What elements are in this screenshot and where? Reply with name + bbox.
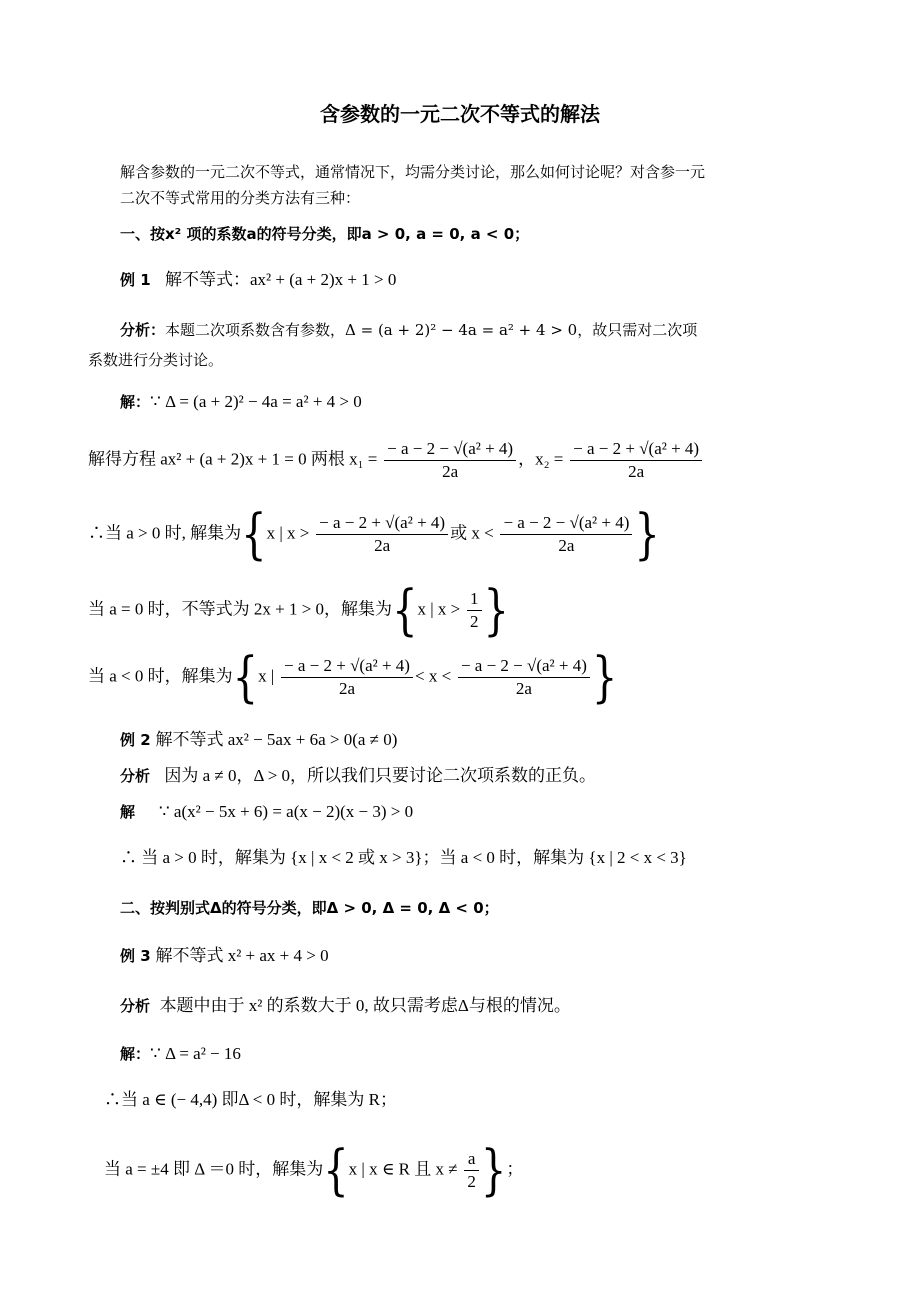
example-3-label: 例 3	[120, 947, 151, 965]
example-3-analysis	[120, 994, 571, 1018]
example-3-problem	[120, 944, 329, 968]
case-pos-fraction-1	[316, 512, 448, 557]
example-1-problem	[120, 268, 396, 292]
example-2-conclusion	[120, 846, 687, 870]
example-1-analysis	[120, 318, 697, 342]
example-3-case-1	[104, 1088, 397, 1112]
case-2-prefix: 当 a = ±4 即 Δ ＝0 时，解集为	[104, 1159, 324, 1179]
case-pos-num-2: − a − 2 − √(a² + 4)	[500, 512, 632, 535]
case-neg-fraction-1	[281, 655, 413, 700]
case-pos-prefix: ∴当 a > 0 时, 解集为	[88, 523, 242, 543]
left-brace: {	[232, 646, 259, 709]
analysis-label: 分析	[120, 997, 151, 1015]
root-x2-fraction	[570, 438, 702, 483]
example-2-label: 例 2	[120, 731, 151, 749]
case-neg-num-2: − a − 2 − √(a² + 4)	[458, 655, 590, 678]
example-2-analysis	[120, 764, 596, 788]
root-x1-fraction	[384, 438, 516, 483]
root-x1-numerator: − a − 2 − √(a² + 4)	[384, 438, 516, 461]
case-2-set: x | x ∈ R 且 x ≠	[348, 1159, 458, 1179]
case-neg-prefix: 当 a < 0 时，解集为	[88, 666, 233, 686]
conclusion-text: ∴ 当 a > 0 时，解集为 {x | x < 2 或 x > 3}；当 a < 0 时，解集为 {x | 2 < x < 3}	[120, 848, 687, 867]
left-brace: {	[392, 579, 418, 642]
case-neg-num-1: − a − 2 + √(a² + 4)	[281, 655, 413, 678]
intro-line-1: 解含参数的一元二次不等式，通常情况下，均需分类讨论，那么如何讨论呢？对含参一元	[120, 163, 706, 181]
solution-label: 解：	[120, 1045, 151, 1063]
case-pos-den-1: 2a	[374, 536, 391, 555]
case-pos-fraction-2	[500, 512, 632, 557]
case-neg-lt: < x <	[414, 666, 452, 686]
case-a-positive	[88, 503, 660, 566]
half-denominator: 2	[470, 612, 479, 631]
case-neg-fraction-2	[458, 655, 590, 700]
solution-discriminant: ∵ Δ = a² − 16	[150, 1044, 241, 1063]
roots-line	[88, 438, 704, 483]
analysis-text: 本题二次项系数含有参数，Δ = (a + 2)² − 4a = a² + 4 > 0，故只需对二次项	[165, 321, 698, 339]
left-brace: {	[323, 1139, 349, 1202]
example-1-analysis-cont: 系数进行分类讨论。	[88, 351, 224, 369]
example-3-solution	[120, 1042, 241, 1066]
analysis-label: 分析：	[120, 321, 166, 339]
section-2-heading: 二、按判别式Δ的符号分类，即Δ > 0, Δ = 0, Δ < 0；	[120, 899, 499, 917]
a-half-denominator: 2	[467, 1172, 476, 1191]
example-1-solution	[120, 390, 362, 414]
case-1-text: ∴当 a ∈ (− 4,4) 即Δ < 0 时，解集为 R；	[104, 1090, 397, 1109]
half-fraction	[467, 588, 482, 633]
case-a-zero	[88, 579, 509, 642]
intro-line-2: 二次不等式常用的分类方法有三种：	[120, 189, 361, 207]
right-brace: }	[483, 579, 509, 642]
left-brace: {	[241, 503, 267, 566]
case-zero-set: x | x >	[417, 599, 461, 619]
case-zero-text: 当 a = 0 时，不等式为 2x + 1 > 0，解集为	[88, 599, 393, 619]
case-neg-den-1: 2a	[338, 679, 356, 698]
example-3-text: 解不等式 x² + ax + 4 > 0	[155, 946, 329, 965]
example-3-case-2	[104, 1139, 524, 1202]
right-brace: }	[480, 1139, 507, 1202]
example-2-text: 解不等式 ax² − 5ax + 6a > 0(a ≠ 0)	[155, 730, 398, 749]
solution-discriminant: ∵ Δ = (a + 2)² − 4a = a² + 4 > 0	[150, 392, 362, 411]
example-2-problem	[120, 728, 397, 752]
analysis-text: 本题中由于 x² 的系数大于 0, 故只需考虑Δ与根的情况。	[159, 996, 571, 1015]
root-x2-denominator: 2a	[628, 462, 645, 481]
solution-label: 解：	[120, 393, 151, 411]
example-2-solution	[120, 800, 413, 824]
example-1-text: 解不等式：ax² + (a + 2)x + 1 > 0	[164, 270, 397, 289]
right-brace: }	[591, 646, 618, 709]
example-1-label: 例 1	[120, 271, 151, 289]
solution-label: 解	[120, 803, 136, 821]
right-brace: }	[634, 503, 660, 566]
case-neg-den-2: 2a	[515, 679, 532, 698]
page-title: 含参数的一元二次不等式的解法	[320, 102, 600, 126]
case-pos-den-2: 2a	[558, 536, 575, 555]
case-neg-set: x |	[258, 666, 275, 686]
roots-prefix: 解得方程 ax² + (a + 2)x + 1 = 0 两根 x₁ =	[88, 449, 378, 469]
case-pos-num-1: − a − 2 + √(a² + 4)	[316, 512, 448, 535]
root-x2-numerator: − a − 2 + √(a² + 4)	[570, 438, 702, 461]
case-2-end: ；	[506, 1159, 524, 1179]
section-1-heading: 一、按x² 项的系数a的符号分类，即a > 0, a = 0, a < 0；	[120, 225, 530, 243]
solution-factored: ∵ a(x² − 5x + 6) = a(x − 2)(x − 3) > 0	[158, 802, 414, 821]
case-a-negative	[88, 646, 618, 709]
case-pos-or: 或 x <	[450, 523, 494, 543]
a-half-fraction	[464, 1148, 479, 1193]
root-x2-label: ，x₂ =	[518, 449, 564, 469]
half-numerator: 1	[467, 588, 482, 611]
a-half-numerator: a	[464, 1148, 479, 1171]
case-pos-set: x | x >	[266, 523, 310, 543]
analysis-text: 因为 a ≠ 0，Δ > 0，所以我们只要讨论二次项系数的正负。	[164, 766, 597, 785]
root-x1-denominator: 2a	[442, 462, 459, 481]
analysis-label: 分析	[120, 767, 151, 785]
